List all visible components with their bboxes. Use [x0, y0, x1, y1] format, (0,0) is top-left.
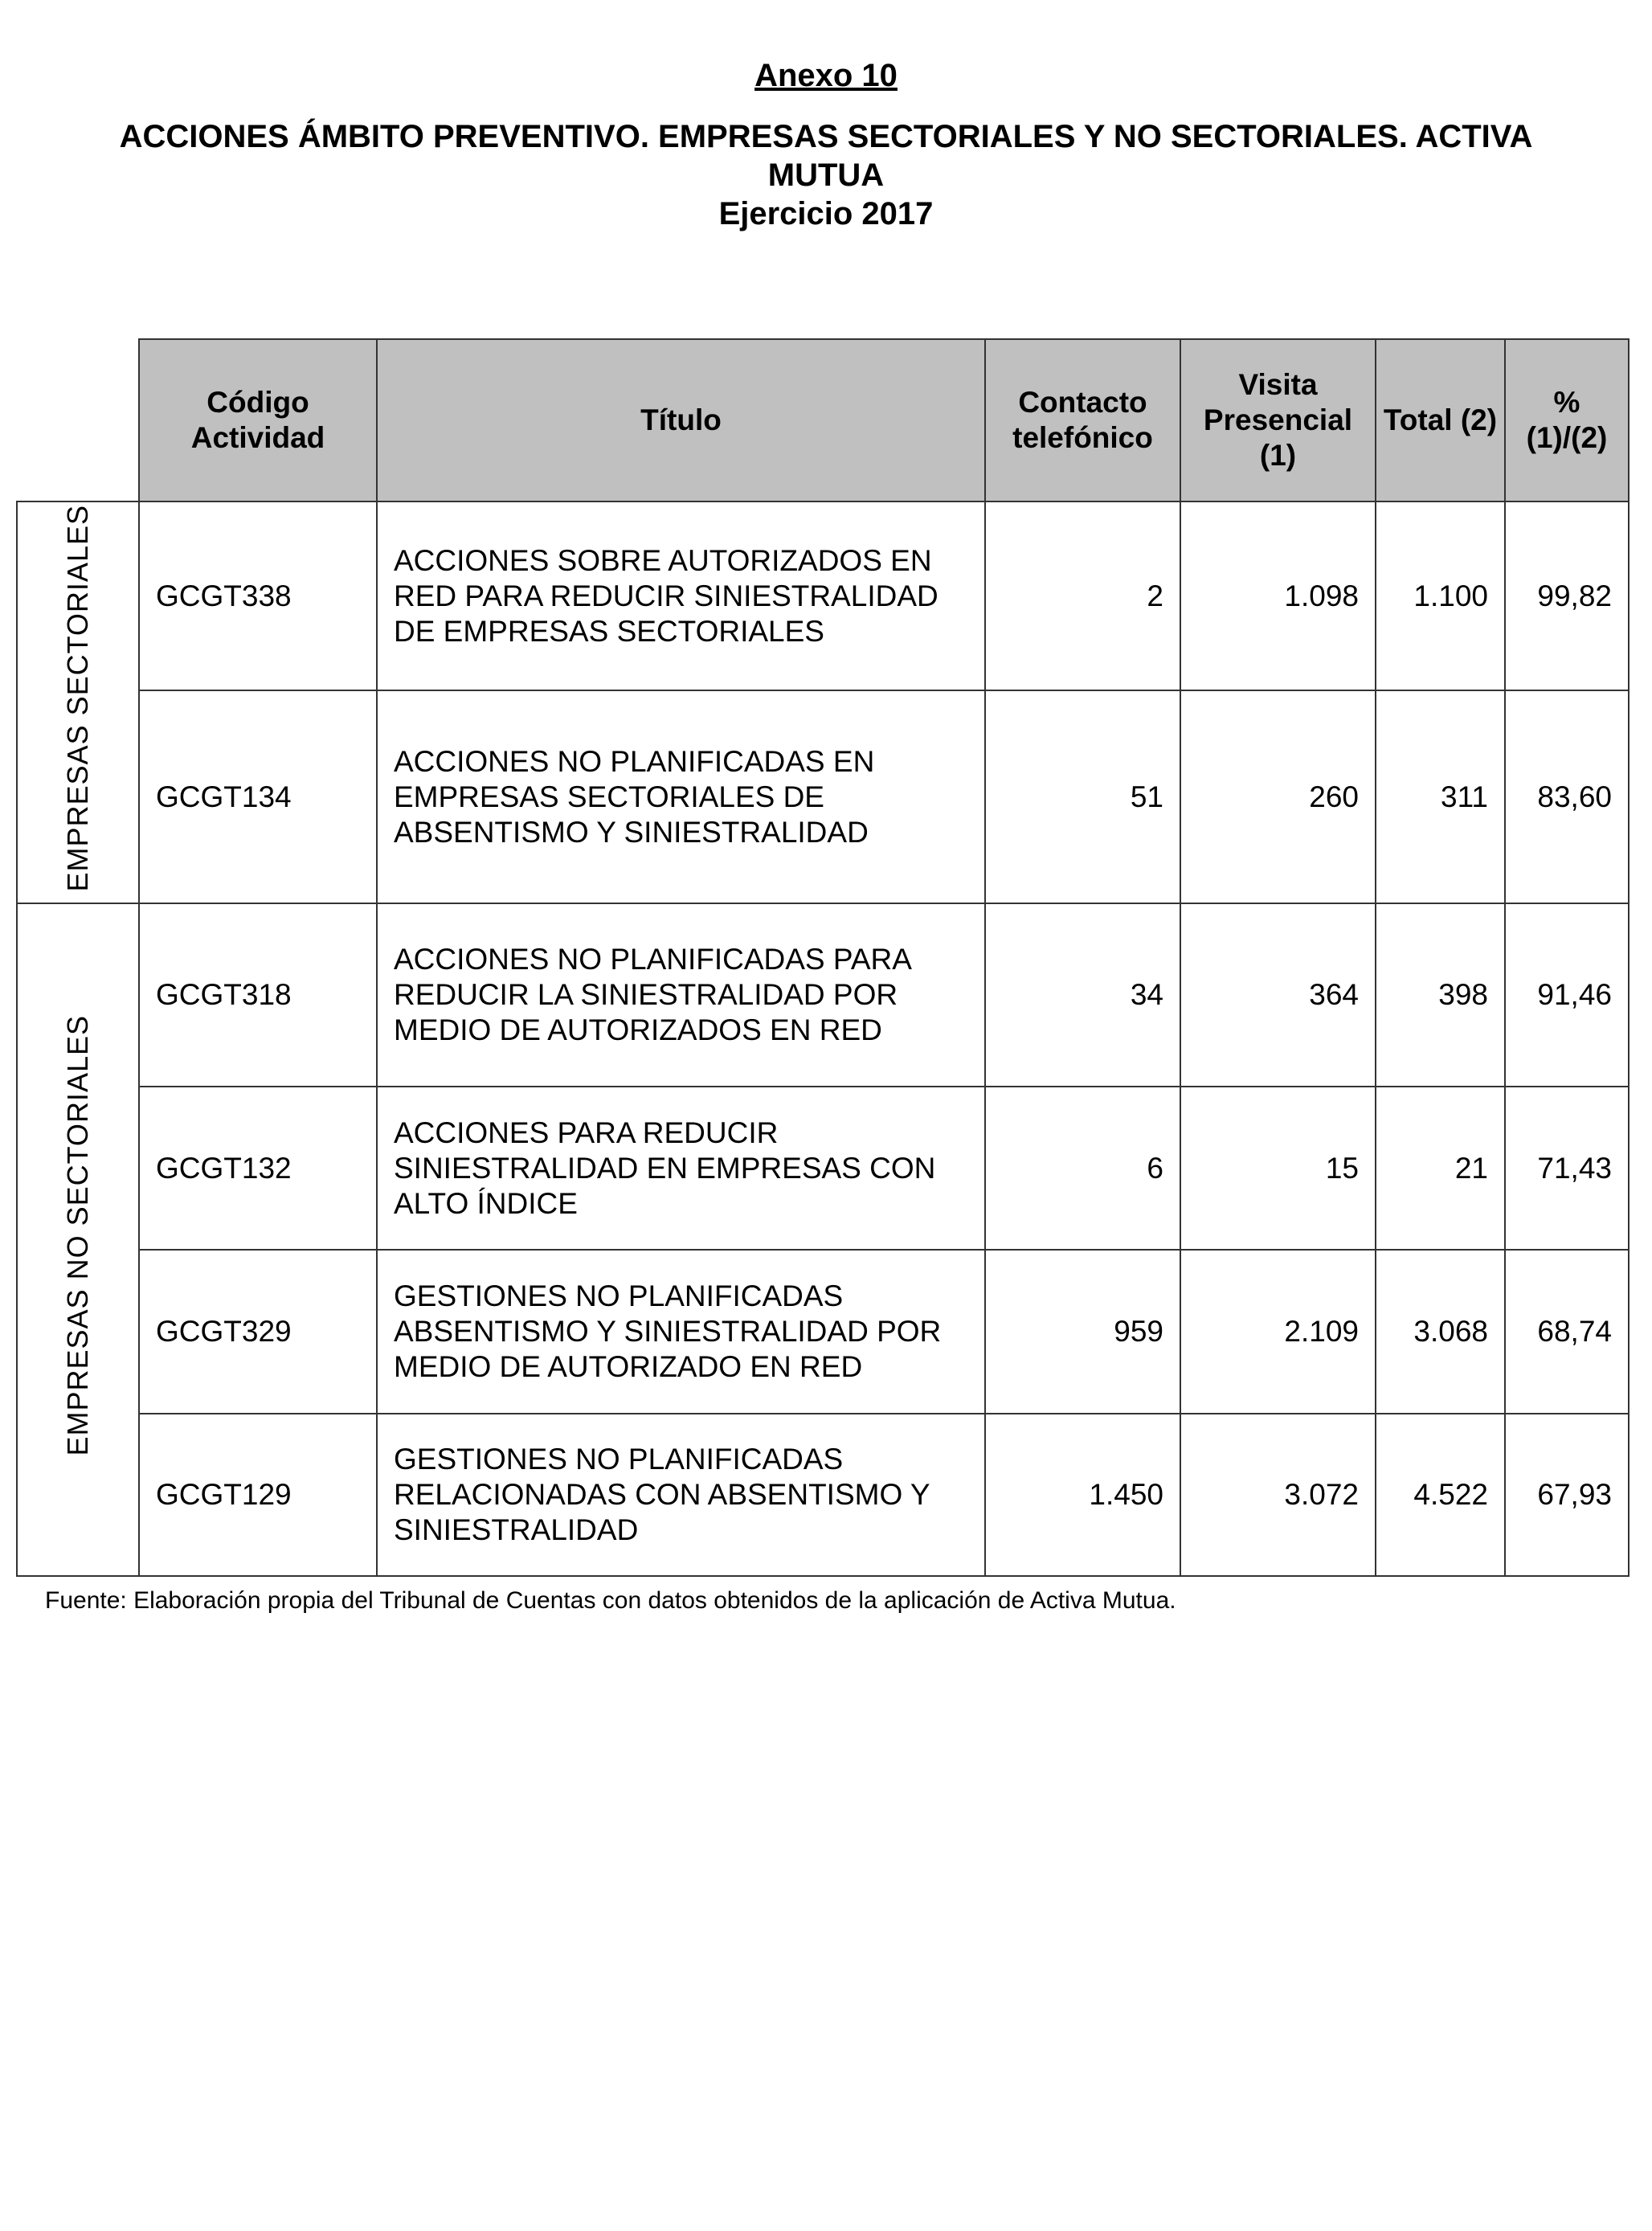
percentage: 99,82 [1505, 501, 1629, 690]
table-row [17, 1414, 1629, 1576]
total: 398 [1376, 903, 1505, 1087]
phone-contacts: 1.450 [985, 1414, 1180, 1576]
activity-title: ACCIONES PARA REDUCIR SINIESTRALIDAD EN EMPRESAS CON ALTO ÍNDICE [377, 1087, 985, 1250]
onsite-visits: 3.072 [1180, 1414, 1376, 1576]
phone-contacts: 6 [985, 1087, 1180, 1250]
onsite-visits: 364 [1180, 903, 1376, 1087]
phone-contacts: 2 [985, 501, 1180, 690]
activity-code: GCGT134 [139, 690, 377, 903]
activity-code: GCGT318 [139, 903, 377, 1087]
table-row [17, 690, 1629, 903]
total: 3.068 [1376, 1250, 1505, 1414]
header-row [17, 339, 1629, 501]
activity-code: GCGT338 [139, 501, 377, 690]
activity-title: GESTIONES NO PLANIFICADAS RELACIONADAS CON ABSENTISMO Y SINIESTRALIDAD [377, 1414, 985, 1576]
source-footnote: Fuente: Elaboración propia del Tribunal de Cuentas con datos obtenidos de la aplicación de Activa Mutua. [45, 1587, 1176, 1614]
total: 4.522 [1376, 1414, 1505, 1576]
phone-contacts: 51 [985, 690, 1180, 903]
header-total: Total (2) [1376, 339, 1505, 501]
table-row [17, 501, 1629, 690]
activity-title: GESTIONES NO PLANIFICADAS ABSENTISMO Y SINIESTRALIDAD POR MEDIO DE AUTORIZADO EN RED [377, 1250, 985, 1414]
onsite-visits: 260 [1180, 690, 1376, 903]
header-visit: Visita Presencial (1) [1180, 339, 1376, 501]
onsite-visits: 15 [1180, 1087, 1376, 1250]
activity-title: ACCIONES NO PLANIFICADAS EN EMPRESAS SECTORIALES DE ABSENTISMO Y SINIESTRALIDAD [377, 690, 985, 903]
total: 1.100 [1376, 501, 1505, 690]
group-label-cell [17, 903, 139, 1576]
activity-title: ACCIONES NO PLANIFICADAS PARA REDUCIR LA SINIESTRALIDAD POR MEDIO DE AUTORIZADOS EN RED [377, 903, 985, 1087]
percentage: 68,74 [1505, 1250, 1629, 1414]
percentage: 67,93 [1505, 1414, 1629, 1576]
phone-contacts: 34 [985, 903, 1180, 1087]
table-row [17, 903, 1629, 1087]
fiscal-year: Ejercicio 2017 [718, 196, 934, 231]
total: 311 [1376, 690, 1505, 903]
header-title: Título [377, 339, 985, 501]
group-label: EMPRESAS NO SECTORIALES [61, 1015, 94, 1456]
table-row [17, 1087, 1629, 1250]
activity-code: GCGT129 [139, 1414, 377, 1576]
actions-table [16, 338, 1630, 1577]
activity-title: ACCIONES SOBRE AUTORIZADOS EN RED PARA REDUCIR SINIESTRALIDAD DE EMPRESAS SECTORIALES [377, 501, 985, 690]
document-title: ACCIONES ÁMBITO PREVENTIVO. EMPRESAS SECTORIALES Y NO SECTORIALES. ACTIVA [119, 119, 1533, 154]
group-label: EMPRESAS SECTORIALES [61, 505, 94, 892]
activity-code: GCGT329 [139, 1250, 377, 1414]
table-row [17, 1250, 1629, 1414]
percentage: 91,46 [1505, 903, 1629, 1087]
total: 21 [1376, 1087, 1505, 1250]
header-code: Código Actividad [139, 339, 377, 501]
annex-number: Anexo 10 [754, 58, 898, 93]
header-percent: % (1)/(2) [1505, 339, 1629, 501]
document-title-continued: MUTUA [767, 158, 885, 193]
group-label-cell [17, 501, 139, 903]
header-phone: Contacto telefónico [985, 339, 1180, 501]
onsite-visits: 2.109 [1180, 1250, 1376, 1414]
percentage: 71,43 [1505, 1087, 1629, 1250]
activity-code: GCGT132 [139, 1087, 377, 1250]
onsite-visits: 1.098 [1180, 501, 1376, 690]
percentage: 83,60 [1505, 690, 1629, 903]
header-blank [17, 339, 139, 501]
phone-contacts: 959 [985, 1250, 1180, 1414]
